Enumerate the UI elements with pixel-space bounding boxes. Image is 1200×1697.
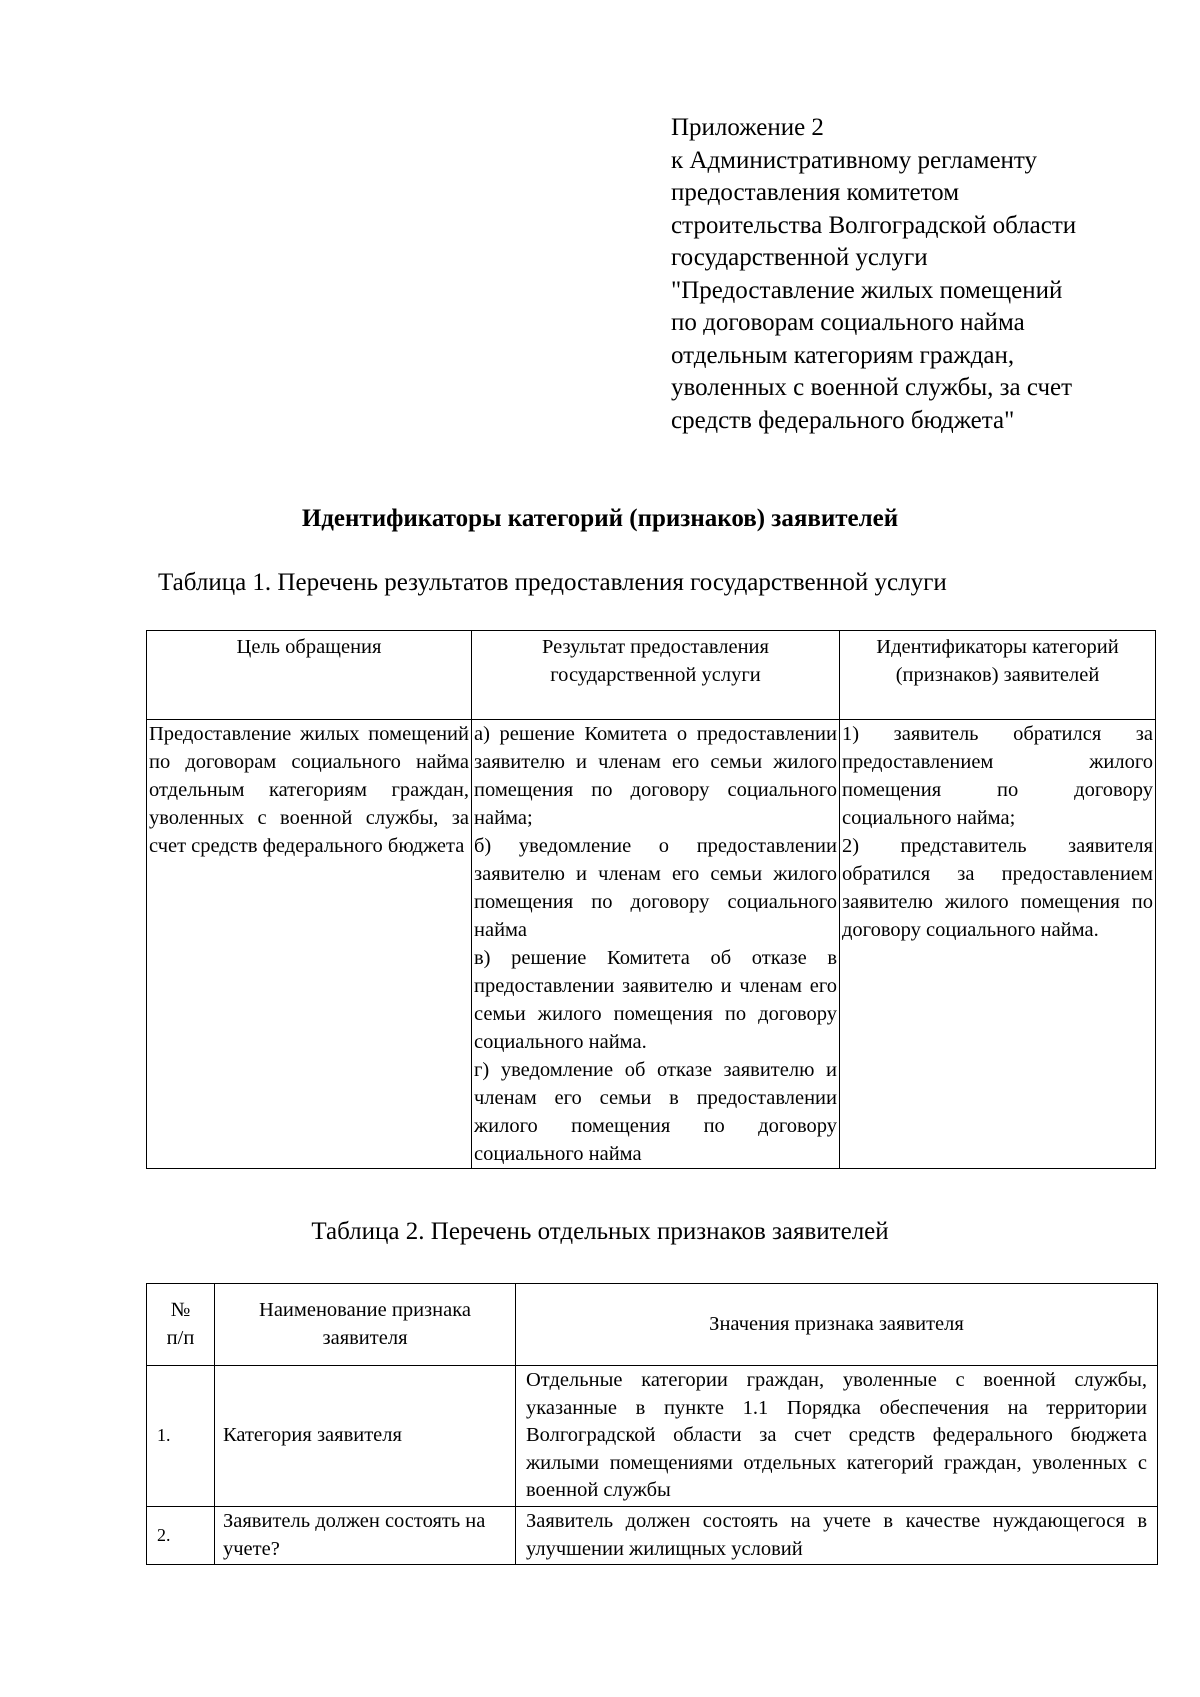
- row-name: Категория заявителя: [215, 1366, 516, 1507]
- purpose-text: Предоставление жилых помещений по договорам социального найма отдельным категориям граждан, уволенных с военной службы, за счет средств федерального бюджета: [149, 723, 469, 857]
- header-num-text: № п/п: [166, 1299, 195, 1349]
- identifiers-cell: [840, 720, 1156, 1169]
- table-header-row: [147, 1284, 1158, 1366]
- results-cell: [472, 720, 840, 1169]
- table-header-row: [147, 631, 1156, 720]
- row-num: 2.: [147, 1507, 215, 1565]
- appendix-line: к Административному регламенту: [671, 146, 1038, 174]
- appendix-line: государственной услуги: [671, 244, 928, 271]
- appendix-line: "Предоставление жилых помещений: [671, 276, 1063, 304]
- header-identifiers: Идентификаторы категорий (признаков) заявителей: [840, 631, 1156, 720]
- header-result-text: Результат предоставления государственной услуги: [542, 636, 769, 686]
- purpose-cell: [147, 720, 472, 1169]
- header-result: [472, 631, 840, 720]
- table-row: [147, 1366, 1158, 1507]
- table-row: [147, 720, 1156, 1169]
- appendix-line: отдельным категориям граждан,: [671, 341, 1015, 369]
- appendix-line: средств федерального бюджета": [671, 406, 1015, 434]
- identifier-item: 2) представитель заявителя обратился за предоставлением заявителю жилого помещения по договору социального найма.: [842, 835, 1153, 941]
- row-value: Отдельные категории граждан, уволенные с военной службы, указанные в пункте 1.1 Порядка обеспечения на территории Волгоградской области за счет средств федерального бюджета жилыми помещениями отдельных категорий граждан, уволенных с военной службы: [516, 1366, 1158, 1507]
- row-num: 1.: [147, 1366, 215, 1507]
- result-item: г) уведомление об отказе заявителю и членам его семьи в предоставлении жилого помещения по договору социального найма: [474, 1059, 837, 1165]
- result-item: в) решение Комитета об отказе в предоставлении заявителю и членам его семьи жилого помещения по договору социального найма.: [474, 947, 837, 1053]
- appendix-header: [671, 112, 1171, 437]
- appendix-line: Приложение 2: [671, 114, 824, 141]
- table2-caption: Таблица 2. Перечень отдельных признаков заявителей: [311, 1218, 889, 1245]
- appendix-line: строительства Волгоградской области: [671, 211, 1077, 239]
- header-name-text: Наименование признака заявителя: [259, 1299, 471, 1349]
- header-value: Значения признака заявителя: [516, 1284, 1158, 1366]
- result-item: а) решение Комитета о предоставлении заявителю и членам его семьи жилого помещения по договору социального найма;: [474, 723, 837, 829]
- features-table: [146, 1283, 1158, 1565]
- identifier-item: 1) заявитель обратился за предоставлением жилого помещения по договору социального найма;: [842, 723, 1153, 829]
- table1-caption: Таблица 1. Перечень результатов предоставления государственной услуги: [158, 569, 947, 596]
- results-table: [146, 630, 1156, 1169]
- appendix-line: по договорам социального найма: [671, 309, 1025, 336]
- appendix-line: предоставления комитетом: [671, 179, 960, 206]
- result-item: б) уведомление о предоставлении заявителю и членам его семьи жилого помещения по договору социального найма: [474, 835, 837, 941]
- header-purpose: Цель обращения: [147, 631, 472, 720]
- row-name: Заявитель должен состоять на учете?: [215, 1507, 516, 1565]
- row-value: Заявитель должен состоять на учете в качестве нуждающегося в улучшении жилищных условий: [516, 1507, 1158, 1565]
- header-num: [147, 1284, 215, 1366]
- table-row: [147, 1507, 1158, 1565]
- header-name: [215, 1284, 516, 1366]
- appendix-line: уволенных с военной службы, за счет: [671, 374, 1073, 401]
- page-title: Идентификаторы категорий (признаков) заявителей: [301, 505, 899, 532]
